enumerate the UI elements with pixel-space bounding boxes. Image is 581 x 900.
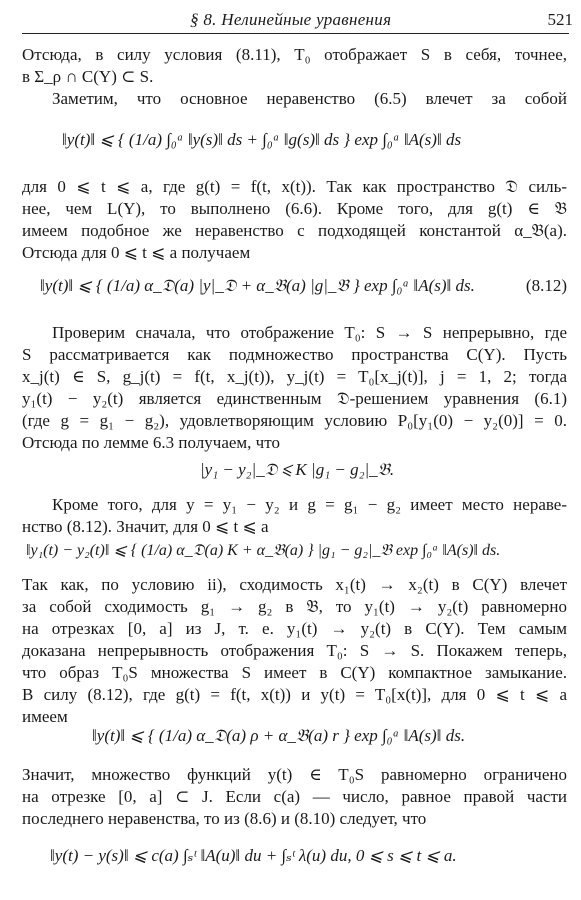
text-line: y₁(t) − y₂(t) является единственным 𝔇-решением уравнения (6.1)	[22, 389, 567, 408]
equation-number: (8.12)	[525, 276, 567, 295]
running-header	[0, 0, 581, 34]
text-line: Отсюда по лемме 6.3 получаем, что	[22, 433, 280, 452]
text-line: x_j(t) ∈ S, g_j(t) = f(t, x_j(t)), y_j(t) = T₀[x_j(t)], j = 1, 2; тогда	[22, 367, 567, 386]
text-line: что образ T₀S множества S имеет в C(Y) компактное замыкание.	[22, 663, 567, 682]
text-line: Отсюда для 0 ⩽ t ⩽ a получаем	[22, 243, 251, 262]
formula: ‖y(t)‖ ⩽ { (1/a) α_𝔇(a) ρ + α_𝔅(a) r } exp ∫₀ᵃ ‖A(s)‖ ds.	[92, 726, 466, 745]
text-line: имеем подобное же неравенство с подходящей константой α_𝔅(a).	[22, 221, 567, 240]
text-line: Отсюда, в силу условия (8.11), T₀ отображает S в себя, точнее,	[22, 45, 567, 64]
text-line: для 0 ⩽ t ⩽ a, где g(t) = f(t, x(t)). Так как пространство 𝔇 силь-	[22, 177, 567, 196]
text-line: нее, чем L(Y), то выполнено (6.6). Кроме того, для g(t) ∈ 𝔅	[22, 199, 567, 218]
formula: ‖y(t) − y(s)‖ ⩽ c(a) ∫ₛᵗ ‖A(u)‖ du + ∫ₛᵗ λ(u) du, 0 ⩽ s ⩽ t ⩽ a.	[50, 846, 457, 865]
text-line: на отрезке [0, a] ⊂ J. Если c(a) — число, равное правой части	[22, 787, 567, 806]
text-line: В силу (8.12), где g(t) = f(t, x(t)) и y(t) = T₀[x(t)], для 0 ⩽ t ⩽ a	[22, 685, 567, 704]
text-line: доказана непрерывность отображения T₀: S → S. Покажем теперь,	[22, 641, 567, 660]
text-line: на отрезках [0, a] из J, т. е. y₁(t) → y₂(t) в C(Y). Тем самым	[22, 619, 567, 638]
text-line: Кроме того, для y = y₁ − y₂ и g = g₁ − g₂ имеет место нераве-	[52, 495, 567, 514]
formula: ‖y(t)‖ ⩽ { (1/a) ∫₀ᵃ ‖y(s)‖ ds + ∫₀ᵃ ‖g(s)‖ ds } exp ∫₀ᵃ ‖A(s)‖ ds	[62, 130, 462, 149]
text-line: Заметим, что основное неравенство (6.5) влечет за собой	[52, 89, 567, 108]
text-line: последнего неравенства, то из (8.6) и (8.10) следует, что	[22, 809, 427, 828]
header-rule	[22, 33, 569, 34]
formula: |y₁ − y₂|_𝔇 ⩽ K |g₁ − g₂|_𝔅.	[200, 460, 395, 479]
text-line: за собой сходимость g₁ → g₂ в 𝔅, то y₁(t) → y₂(t) равномерно	[22, 597, 567, 616]
text-line: в Σ_ρ ∩ C(Y) ⊂ S.	[22, 67, 154, 86]
running-header-title: § 8. Нелинейные уравнения	[190, 10, 392, 29]
text-line: имеем	[22, 707, 68, 726]
text-line: S рассматривается как подмножество пространства C(Y). Пусть	[22, 345, 567, 364]
page-number: 521	[547, 10, 573, 29]
text-line: (где g = g₁ − g₂), удовлетворяющим условию P₀[y₁(0) − y₂(0)] = 0.	[22, 411, 567, 430]
formula: ‖y(t)‖ ⩽ { (1/a) α_𝔇(a) |y|_𝔇 + α_𝔅(a) |g|_𝔅 } exp ∫₀ᵃ ‖A(s)‖ ds.	[40, 276, 475, 295]
text-line: нство (8.12). Значит, для 0 ⩽ t ⩽ a	[22, 517, 269, 536]
text-line: Так как, по условию ii), сходимость x₁(t) → x₂(t) в C(Y) влечет	[22, 575, 567, 594]
text-line: Значит, множество функций y(t) ∈ T₀S равномерно ограничено	[22, 765, 567, 784]
formula: ‖y₁(t) − y₂(t)‖ ⩽ { (1/a) α_𝔇(a) K + α_𝔅(a) } |g₁ − g₂|_𝔅 exp ∫₀ᵃ ‖A(s)‖ ds.	[26, 542, 501, 559]
text-line: Проверим сначала, что отображение T₀: S → S непрерывно, где	[52, 323, 567, 342]
